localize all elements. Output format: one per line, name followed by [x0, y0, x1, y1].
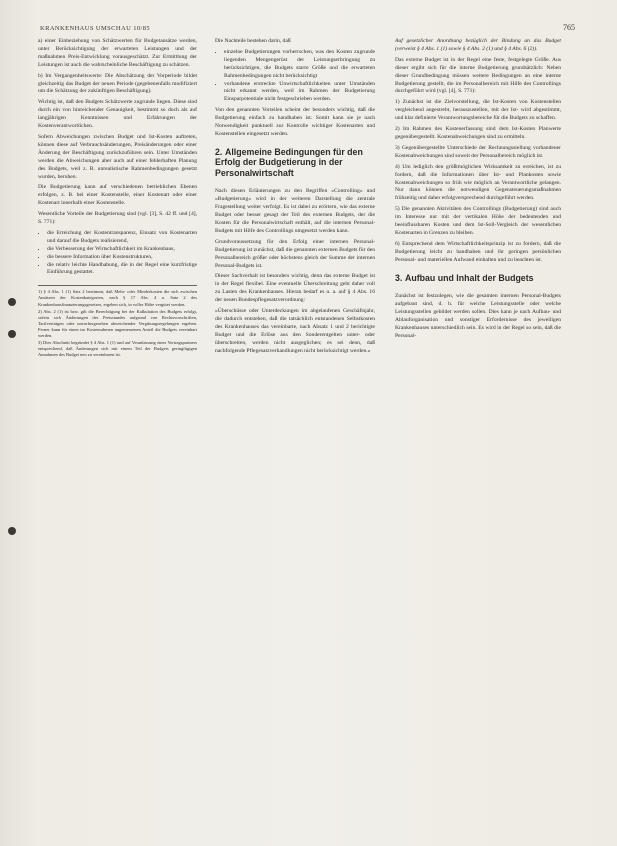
list-item: 4) Um lediglich den größtmöglichen Wirksamkeit zu erreichen, ist zu fordern, daß die Informationen über Ist- und Plankosten sowie Kostenabweichungen so früh wie möglich an Verantwortliche gelangen. Nur dann können die notwendigen Gegensteuerungsmaßnahmen frühzeitig und daher erfolgversprechend durchgeführt werden. [395, 163, 561, 202]
paragraph: Wichtig ist, daß den Budgets Schätzwerte zugrunde liegen. Diese sind durch ein von hinreichender Genauigkeit, bestimmt so doch als auf langjährigen Kenntnissen und Erfahrungen der Kostenverantwortlichen. [38, 99, 197, 130]
list-item: 5) Die genannten Aktivitäten des Controllings (Budgetierung) sind auch im Interesse nur mit der vertikalen Höhe der bedeutenden und beeinflussbaren Kosten und dem Ist-Soll-Vergleich der wesentlichen Kostenarten in Grenzen zu bleiben. [395, 206, 561, 236]
section-heading [215, 147, 375, 179]
list-item: • die Erreichung der Kostentransparenz, Einsatz von Kostenarten und darauf die Budgets realisierend, [47, 230, 197, 246]
list-item: • vorhandene erstreckte Unwirtschaftlichkeiten unter Umständen nicht erkannt werden, weil im Rahmen der Budgetierung Einsparpotentiale nicht festgeschrieben werden. [224, 81, 375, 105]
page-number: 765 [563, 23, 575, 32]
paragraph: Sofern Abweichungen zwischen Budget und Ist-Kosten auftreten, können diese auf Verbrauchsänderungen, Preisänderungen oder einer Änderung der Beschäftigung zurückzuführen sein. Unter Umständen werden die Abweichungen aber auch auf einer fehlerhaften Planung des Budgets, weil z. B. unrealistische Rahmenbedingungen gesetzt wurden, beruhen. [38, 133, 197, 180]
footnote: 3) Dies Abschnitt begründet § 4 Abs. 1 (1) und auf Veranlassung eines Vertragspartners entsprechend, daß Änderungen sich mit einem Teil der Budgets geringfügigen Annahmen des Budget neu zu vereinbaren ist. [38, 340, 197, 358]
paragraph: Zunächst ist festzulegen, wie die gesamten internen Personal-Budgets aufgebaut sind, d. h. für welche Leistungsstelle oder welche Leistungsstellen gebildet werden sollen. Dies kann je nach Aufbau- und Ablauforganisation und sonstiger Erfordernisse des jeweiligen Krankenhauses unterschiedlich sein. Es wird in der Regel so sein, daß die Personal- [395, 293, 561, 339]
text-column-middle [215, 38, 375, 359]
list-item: • die bessere Information über Kostenstrukturen, [47, 254, 197, 262]
running-head: KRANKENHAUS UMSCHAU 10/85 [40, 25, 151, 32]
punch-hole-icon [8, 527, 16, 535]
section-number: 3. [395, 272, 403, 283]
list-item: • die relativ leichte Handhabung, die in der Regel eine kurzfristige Einführung gestattet. [47, 262, 197, 278]
list-item-b: b) Im Vergangenheitswerte: Die Abschätzung der Vorperiode bildet gleichzeitig das Budget der neuen Periode (gegebenenfalls modifiziert um die Schätzung der zukünftigen Beschäftigung). [38, 72, 197, 95]
paragraph: Von den genannten Vorteilen scheint der besonders wichtig, daß die Budgetierung einfach zu handhaben ist. Somit kann sie je nach Notwendigkeit punktuell zur Kontrolle wichtiger Kostenarten und Kostenstellen eingesetzt werden. [215, 107, 375, 137]
text-column-right [395, 38, 561, 344]
text-column-left [38, 38, 197, 359]
conditions-list [395, 99, 561, 264]
list-item: 1) Zunächst ist die Zielvorstellung, die Ist-Kosten von Kostenstellen vergleichend angestrebt, herauszustellen, mit der Ist- wird abgestimmt, und klar definierte Verantwortungsbereiche für die Budgets zu schaffen. [395, 99, 561, 122]
paragraph: Auf gesetzlicher Anordnung bezüglich der Bindung an das Budget (verweist § 4 Abs. 1 (1) sowie § 4 Abs. 2 (1) und § 4 Abs. 6 (2)). [395, 38, 561, 52]
advantages-list [38, 230, 197, 277]
list-item: 3) Gegenübergestellte Unterschiede der Rechnungsstellung vorhandener Kostenabweichungen sind soweit der Personalbereich möglich ist. [395, 144, 561, 159]
section-number: 2. [215, 146, 223, 157]
section-title: Allgemeine Bedingungen für den Erfolg der Budgetierung in der Personalwirtschaft [215, 146, 363, 178]
punch-hole-icon [8, 298, 16, 306]
list-item: 6) Entsprechend dem Wirtschaftlichkeitsprinzip ist zu fordern, daß die Budgetierung leicht zu handhaben und ihr geringen persönlichen Personal- und materiellen Aufwand einhalten und zu beachten ist. [395, 240, 561, 263]
footnote: 1) § 4 Abs. 1 (1) Satz 2 bestimmt, daß Mehr- oder Minderkosten die sich zwischen Ansätzen der Kostenkategorien, nach § 17 Abs. 4 u. Satz 2 des Krankenhausfinanzierungsgesetzes, ergeben sich, in voller Höhe vergütet werden. [38, 289, 197, 307]
list-item-a: a) einer Einbeziehung von Schätzwerten für Budgetansätze werden, unter Berücksichtigung der erwarteten Leistungen und der maßnahmen Preis-Entwicklung vorausgeschätzt. Zur Ermittlung der Leistungen ist auch die wahrscheinliche Beschäftigung zu schätzen. [38, 38, 197, 68]
quotation: »Überschüsse oder Unterdeckungen im abgelaufenen Geschäftsjahr, die dadurch entstehen, daß die tatsächlich entstandenen Selbstkosten des Krankenhauses das vereinbarte, nach Absatz 1 und 2 berichtigte Budget und die Erlöse aus den Sonderentgelten unter- oder überschreiten, werden nicht ausgeglichen; es sei denn, daß nachfolgende Pflegesatzverhandlungen nicht berücksichtigt werden.« [215, 308, 375, 354]
punch-hole-icon [8, 330, 16, 338]
disadvantages-list [215, 49, 375, 104]
paragraph: Dieser Sachverhalt ist besonders wichtig, denn das externe Budget ist in der Regel flexibel. Eine eventuelle Überschreitung geht daher voll zu Lasten des Krankenhauses. Hieran bedarf es u. a. auf § 4 Abs. 16 der neuen Bundespflegesatzverordnung: [215, 273, 375, 304]
section-title: Aufbau und Inhalt der Budgets [405, 272, 534, 283]
paragraph: Nach diesen Erläuterungen zu den Begriffen »Controlling« und »Budgetierung« wird in der weiteren Darstellung die zentrale Fragestellung weiter verfolgt. Es ist dabei zu erörtern, wie das externe Budget oder besser gesagt der Teil des externen Budgets, der die Kosten für die Personalwirtschaft enthält, auf die internen Personal-Budgets mit Hilfe des Controllings umgesetzt werden kann. [215, 188, 375, 234]
list-item: • die Verbesserung der Wirtschaftlichkeit im Krankenhaus, [47, 246, 197, 254]
footnotes [38, 285, 197, 358]
paragraph: Die Nachteile bestehen darin, daß [215, 38, 291, 44]
paragraph: Das externe Budget ist in der Regel eine feste, festgelegte Größe. Aus dieser ergibt sich für die interne Budgetierung grundsätzlich: Neben dieser Grundbedingung müssen weitere Bedingungen an eine interne Budgetierung gestellt, die im Personalbereich mit Hilfe des Controllings durchgeführt wird (vgl. [4], S. 771): [395, 56, 561, 95]
list-item: 2) Im Rahmen des Kostenerfassung sind dem Ist-Kosten Planwerte gegenübergestellt. Kostenabweichungen sind zu ermitteln. [395, 126, 561, 140]
paragraph: Grundvoraussetzung für den Erfolg einer internen Personal-Budgetierung ist zunächst, daß die genannten externen Budgets für den Personalbereich größer oder höchstens gleich der Summe der internen Personal-Budgets ist. [215, 238, 375, 269]
paragraph: Die Budgetierung kann auf verschiedenen betrieblichen Ebenen erfolgen, z. B. bei einer Kostenstelle, einer Kostenart oder einer Kostenart innerhalb einer Kostenstelle. [38, 184, 197, 207]
paragraph: Wesentliche Vorteile der Budgetierung sind (vgl. [3], S. 42 ff. und [4], S. 771): [38, 211, 197, 226]
section-heading [395, 273, 561, 284]
footnote: 2) Abs. 2 (1) ist bzw. gilt die Berechtigung bei der Kalkulation des Budgets erfolgt, sofern sich Änderungen des Preisstandes aufgrund von Rechtsvorschriften, Tarifverträgen oder unvorhergesehen abweichender Vergütungsregelungen ergeben. Ferner kann für einen im Kostenrahmen angemessenen Anteil die Budgets vereinbart werden. [38, 308, 197, 339]
list-item: • einzelne Budgetierungen vorherrschen, was den Kosten zugrunde liegenden Mengengerüst der Leistungserbringung zu berücksichtigen, die Budgets starre Größe und die erwarteten Rahmenbedingungen nicht berücksichtigt [224, 49, 375, 81]
